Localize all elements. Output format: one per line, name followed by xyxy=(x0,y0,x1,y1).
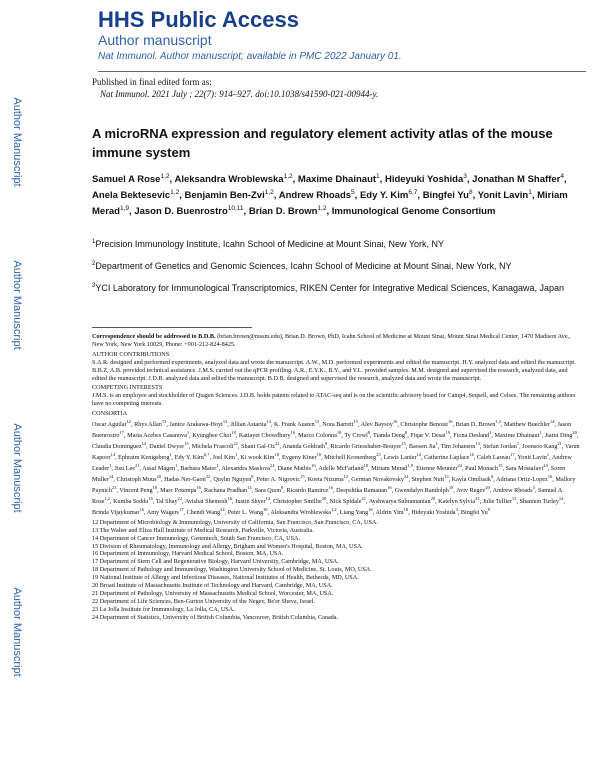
consortium-member: Liang Yang xyxy=(339,508,369,516)
consortium-member: Tianda Deng xyxy=(373,432,405,440)
consortium-member: Michela Frascoli xyxy=(191,443,234,451)
consortium-affiliation-mark: 1 xyxy=(175,462,178,468)
consortium-affiliation-mark: 13 xyxy=(511,495,517,501)
consortium-affiliation-mark: 16 xyxy=(448,419,453,425)
author-name: Benjamin Ben-Zvi xyxy=(184,190,265,202)
consortium-affiliation: 20 Broad Institute of Massachusetts Institute of Technology and Harvard, Cambridge, MA, USA. xyxy=(92,582,333,590)
consortium-affiliation-mark: 16 xyxy=(290,430,296,436)
author-name: Jonathan M Shaffer xyxy=(472,174,561,186)
consortium-affiliation-mark: 1,9 xyxy=(407,462,414,468)
consortium-member: Hideyuki Yoshida xyxy=(411,508,456,516)
consortium-affiliation: 17 Department of Stem Cell and Regenerative Biology, Harvard University, Cambridge, MA, USA. xyxy=(92,558,339,566)
hhs-public-access-title: HHS Public Access xyxy=(98,7,299,32)
consortium-member: Sara Quon xyxy=(254,486,282,494)
consortium-affiliation: 13 The Walter and Eliza Hall Institute of Medical Research, Parkville, Victoria, Australia. xyxy=(92,526,314,534)
correspondence-note xyxy=(92,333,582,349)
consortium-member: Peter A. Nigrovic xyxy=(256,475,301,483)
consortium-affiliation-mark: 24 xyxy=(220,506,225,512)
consortium-affiliation-mark: 1 xyxy=(435,441,438,446)
consortium-affiliation-mark: 18 xyxy=(152,484,158,490)
consortium-member: Tal Shay xyxy=(155,497,178,505)
hhs-header xyxy=(98,8,568,63)
consortium-affiliation-mark: 16 xyxy=(196,484,201,490)
consortium-member: Peter L. Wang xyxy=(227,508,264,516)
author-manuscript-label: Author manuscript xyxy=(98,32,212,48)
consortium-affiliation: 22 Department of Life Sciences, Ben-Gurion University of the Negev, Be'er Sheva, Israel. xyxy=(92,597,316,605)
consortium-affiliation-mark: 14 xyxy=(247,484,252,490)
consortium-affiliation-mark: 6,7 xyxy=(203,451,210,457)
consortium-affiliation-mark: 15 xyxy=(184,441,189,446)
consortium-member: Deepshika Ramanan xyxy=(336,486,388,494)
consortium-affiliation-mark: 1,2 xyxy=(104,495,110,501)
consortium-affiliation-mark: 16 xyxy=(227,495,232,501)
consortium-affiliation-mark: 21 xyxy=(233,441,239,446)
consortium-affiliation-mark: 20 xyxy=(430,495,436,501)
author-name: Aleksandra Wroblewska xyxy=(174,174,284,186)
contributions-text: S.A.R. designed and performed experiments, analyzed data and wrote the manuscript. A.W., M.D. performed experiments and edited the manuscript. H.Y. analyzed data and edited the manuscript. B.B.Z, A.B. provided technical assistance. J.M.S. carried out the qPCR profiling. A.R., E.Y.K., B.Y., and Y.L. provided samples. M.M. designed and supervised the research, analyzed data, and edited the manuscript. J.D.B. analyzed data and edited the manuscript. B.D.B. designed and supervised the research, analyzed data and wrote the manuscript. xyxy=(92,358,576,382)
consortium-affiliation-mark: 1 xyxy=(235,451,238,457)
consortium-member: Andrew Leader xyxy=(92,454,572,472)
consortium-affiliation-mark: 16 xyxy=(392,419,398,425)
consortium-affiliation-mark: 8 xyxy=(404,430,408,436)
consortium-member: K. Frank Austen xyxy=(273,421,315,429)
consortium-member: Ananda Goldrath xyxy=(282,443,326,451)
consortium-affiliation-mark: 21 xyxy=(557,441,562,446)
consortium-affiliation-mark: 18 xyxy=(231,430,236,436)
affiliation-number: 2 xyxy=(92,261,96,267)
consortium-affiliation-mark: 13 xyxy=(475,441,480,446)
consortium-member: Baosen Jia xyxy=(408,443,436,451)
header-divider xyxy=(98,71,586,72)
author-list: Samuel A Rose$^{1,2}$, Aleksandra Wroblewska$^{1,2}$, Maxime Dhainaut$^1$, Hideyuki Yoshida$^3$, Jonathan M Shaffer$^4$, Anela Bektesevic$^{1,2}$, Benjamin Ben-Zvi$^{1,2}$, Andrew Rhoads$^5$, Edy Y. Kim$^{6,7}$, Bingfei Yu$^8$, Yonit Lavin$^1$, Miriam Merad$^{1,9}$, Jason D. Buenrostro$^{10,11}$, Brian D. Brown$^{1,2}$, Immunological Genome Consortium xyxy=(92,173,568,218)
consortium-member: Hadas Ner-Gaon xyxy=(164,475,206,483)
published-label: Published in final edited form as: xyxy=(92,77,212,87)
consortium-affiliation-mark: 24 xyxy=(404,473,409,479)
consortium-affiliation-mark: 14 xyxy=(266,419,271,425)
consortium-member: Christoph Muus xyxy=(116,475,157,483)
consortium-affiliation-mark: 5 xyxy=(532,484,535,490)
consortium-affiliation: 15 Division of Rheumatology, Immunology and Allergy, Brigham and Women's Hospital, Boston, MA, USA. xyxy=(92,542,363,550)
consortium-affiliation-mark: 20 xyxy=(485,484,490,490)
consortium-member: Amy Wagers xyxy=(146,508,179,516)
consortium-member: Aldrin Yim xyxy=(375,508,404,516)
consortium-member: Brian D. Brown xyxy=(455,421,496,429)
consortium-affiliation-mark: 20 xyxy=(321,495,327,501)
consortium-member: Stefan Jordan xyxy=(482,443,517,451)
consortium-affiliation-mark: 24 xyxy=(543,462,548,468)
consortium-affiliation-mark: 1 xyxy=(516,441,520,446)
consortium-member: Paul Monach xyxy=(465,465,498,472)
consortium-affiliation-mark: 8 xyxy=(325,441,328,446)
consortium-affiliation-mark: 22 xyxy=(205,473,211,479)
consortium-member: Shani Gal-Oz xyxy=(241,443,275,451)
published-info xyxy=(92,76,572,100)
author-name: Jason D. Buenrostro xyxy=(134,206,228,218)
consortium-member: Jason Buenrostro xyxy=(92,421,572,440)
consortium-affiliation-mark: 1 xyxy=(216,462,219,468)
footnote-divider xyxy=(92,327,252,328)
author-name: Brian D. Brown xyxy=(248,206,318,218)
consortium-member: Edy Y. Kim xyxy=(174,454,204,462)
consortium-affiliation: 18 Department of Pathology and Immunology, Washington University School of Medicine, St. Louis, MO, USA. xyxy=(92,566,372,574)
author-affiliation-mark: 1,2 xyxy=(317,205,327,213)
consortium-member: Etienne Meunier xyxy=(416,465,458,472)
sidebar-label-2: Author Manuscript xyxy=(11,260,23,350)
consortium-member: Varun Kapoor xyxy=(92,443,580,462)
consortium-affiliation-mark: 1 xyxy=(169,451,172,457)
consortium-affiliation-mark: 20 xyxy=(156,473,161,479)
consortium-member: Katelyn Sylvia xyxy=(438,497,476,505)
sidebar-label-4: Author Manuscript xyxy=(11,587,23,677)
consortium-affiliation-mark: 14 xyxy=(558,495,564,501)
consortium-affiliation-mark: 22 xyxy=(177,495,183,501)
consortium-affiliation: 24 Department of Statistics, University of British Columbia, Vancouver, British Columbia, Canada. xyxy=(92,613,339,621)
author-affiliation-mark: 10,11 xyxy=(227,205,244,213)
consortium-affiliation-mark: 21 xyxy=(361,495,366,501)
author-affiliation-mark: 1,2 xyxy=(170,189,180,197)
consortium-member: Aleksandra Wroblewska xyxy=(270,508,331,516)
consortium-affiliation-mark: 18 xyxy=(274,451,279,457)
consortium-member: Vincent Peng xyxy=(119,486,153,494)
consortium-affiliation-mark: 14 xyxy=(265,495,271,501)
affiliation-number: 3 xyxy=(92,283,96,289)
consortium-affiliation-mark: 1,2 xyxy=(330,506,337,512)
correspondence-label: Correspondence should be addressed to B.D.B. xyxy=(92,333,216,340)
consortium-member: Maria Acebes Casanova xyxy=(127,432,187,440)
consortium-affiliation-mark: 12 xyxy=(126,419,132,425)
affiliation-number: 1 xyxy=(92,239,96,245)
consortium-affiliation-mark: 1,2 xyxy=(495,419,501,425)
consortium-member: Matthew Buechler xyxy=(504,421,550,429)
consortium-member: Alexandra Maslova xyxy=(221,465,270,472)
consortium-member: Alev Baysoy xyxy=(360,421,393,429)
consortium-affiliation-mark: 16 xyxy=(316,451,322,457)
consortium-member: Gwendalyn Randolph xyxy=(394,486,449,494)
affiliation-text: YCI Laboratory for Immunological Transcriptomics, RIKEN Center for Integrative Medical Sciences, Kanagawa, Japan xyxy=(95,283,565,293)
consortium-affiliation-mark: 15 xyxy=(353,419,358,425)
consortium-member: Lewis Lanier xyxy=(383,454,417,462)
consortium-affiliation-mark: 8 xyxy=(281,484,284,490)
consortium-member: Brinda Vijaykumar xyxy=(92,508,140,516)
consortium-member: Quyhn Nguyen xyxy=(213,475,252,483)
consortium-member: Jiarui Ding xyxy=(544,432,573,440)
competing-interests-heading: COMPETING INTERESTS xyxy=(92,384,163,392)
author-affiliation-mark: 1,2 xyxy=(264,189,274,197)
consortium-member: Caleb Lareau xyxy=(476,454,511,462)
consortium-affiliation-mark: 24 xyxy=(269,462,275,468)
author-name: Samuel A Rose xyxy=(92,174,161,186)
author-affiliation-mark: 1 xyxy=(376,173,380,180)
author-name: Anela Bektesevic xyxy=(92,190,171,202)
affiliation-text: Department of Genetics and Genomic Sciences, Icahn School of Medicine at Mount Sinai, New York, NY xyxy=(95,261,512,271)
consortium-affiliation-mark: 14 xyxy=(141,441,147,446)
consortium-member: Ki wook Kim xyxy=(240,454,275,462)
consortium-member: Nick Spidale xyxy=(329,497,362,505)
consortium-affiliation-mark: 1 xyxy=(489,430,492,436)
consortium-member: Avishai Shemesh xyxy=(184,497,228,505)
consortium-member: Ephraim Kenigsberg xyxy=(118,454,170,462)
consortium-member: Mallory Paynich xyxy=(92,475,576,494)
consortium-affiliation-mark: 16 xyxy=(387,484,392,490)
consortium-member: Fiqar V. Desai xyxy=(410,432,446,440)
consortium-affiliation-mark: 1 xyxy=(539,430,542,436)
consortium-affiliation-mark: 16 xyxy=(469,451,474,457)
consortium-affiliation-mark: 24 xyxy=(457,462,463,468)
affiliation xyxy=(92,280,572,294)
consortium-member: Jillian Astarita xyxy=(230,421,267,429)
consortium-member: Joel Kim xyxy=(212,454,236,462)
consortium-member: Mitchell Kronenberg xyxy=(324,454,377,462)
consortium-member: Jisu Lee xyxy=(114,465,135,472)
consortium-member: Soren Muller xyxy=(92,465,566,483)
consortium-affiliation: 12 Department of Microbiology & Immunology, University of California, San Francisco, San Francisco, CA, USA. xyxy=(92,518,378,526)
consortium-member: Adriana Ortiz-Lopez xyxy=(496,475,548,483)
consortium-affiliation-mark: 18 xyxy=(263,506,268,512)
sidebar-label-3: Author Manuscript xyxy=(11,423,23,513)
article-title: A microRNA expression and regulatory element activity atlas of the mouse immune system xyxy=(92,126,553,160)
correspondence-text: (brian.brown@mssm.edu), Brian D. Brown, PhD, Icahn School of Medicine at Mount Sinai, Mount Sinai Medical Center, 1470 Madison Ave., New York, New York 10029, Phone: +001-212-824-8425. xyxy=(92,333,571,348)
consortium-affiliation-mark: 12 xyxy=(416,451,422,457)
consortium-member: Tim Johanson xyxy=(440,443,476,451)
consortium-member: Joonsoo Kang xyxy=(522,443,558,451)
consortium-affiliation-mark: 17 xyxy=(119,430,124,436)
consortium-affiliation-mark: 18 xyxy=(336,430,342,436)
consortium-affiliation-mark: 18 xyxy=(363,462,369,468)
consortium-member: Maxime Dhainaut xyxy=(494,432,540,440)
consortium-member: Ayshwarya Subramanian xyxy=(368,497,431,505)
consortium-affiliation-mark: 15 xyxy=(401,441,406,446)
author-name: Miriam Merad xyxy=(92,190,568,218)
consortium-affiliation-mark: 3 xyxy=(455,506,458,512)
competing-interests-text: J.M.S. is an employee and stockholder of Qiagen Sciences. J.D.B. holds patents related to ATAC-seq and is on the scientific advisory board for Camp4, Seqsell, and Celsee. The remaining authors have no competing interests. xyxy=(92,392,576,408)
consortium-affiliation-mark: 1 xyxy=(546,451,550,457)
author-name: Immunological Genome Consortium xyxy=(331,206,496,218)
consortium-member: Koeta Nizuma xyxy=(307,475,344,483)
author-name: Maxime Dhainaut xyxy=(297,174,377,186)
consortium-affiliation-mark: 14 xyxy=(549,419,555,425)
consortium-affiliation-mark: 8 xyxy=(251,473,254,479)
consortium-member: Andrew Rhoads xyxy=(492,486,533,494)
author-affiliation-mark: 1,9 xyxy=(119,205,130,213)
consortium-member: Aviv Regev xyxy=(456,486,486,494)
consortium-affiliation: 14 Department of Cancer Immunology, Genentech, South San Francisco, CA, USA. xyxy=(92,534,301,542)
consortium-affiliation-mark: 12 xyxy=(222,419,228,425)
consortium-affiliation: 19 National Institute of Allergy and Infectious Diseases, National Institutes of Health, Bethesda, MD, USA. xyxy=(92,574,359,582)
consortium-affiliation-mark: 18 xyxy=(448,484,454,490)
consortium-affiliation-mark: 1 xyxy=(186,430,190,436)
consortium-affiliation-mark: 14 xyxy=(110,451,116,457)
author-affiliation-mark: 8 xyxy=(468,189,473,197)
consortium-affiliation: 21 Department of Pathology, University of Massachusetts Medical School, Worcester, MA, USA. xyxy=(92,589,334,597)
consortium-member: Catherine Laplace xyxy=(424,454,470,462)
consortium-member: Yonit Lavin xyxy=(517,454,547,462)
consortium-member: Janice Arakawa-Hoyt xyxy=(169,421,223,429)
consortium-member: Julie Tellier xyxy=(482,497,512,505)
consortium-members: Oscar Aguilar$^{12}$, Rhys Allan$^{13}$, Janice Arakawa-Hoyt$^{12}$, Jillian Astarita$^{14}$, K. Frank Austen$^{15}$, Nora Barrett$^{15}$, Alev Baysoy$^{16}$, Christophe Benoist$^{16}$, Brian D. Brown$^{1,2}$, Matthew Buechler$^{14}$, Jason Buenrostro$^{17}$, Maria Acebes Casanova$^1$, Kyunghee Choi$^{18}$, Kattayet Chowdhury$^{16}$, Marco Colonna$^{18}$, Ty Crowl$^8$, Tianda Deng$^8$, Fiqar V. Desai$^{19}$, Fiona Desland$^1$, Maxime Dhainaut$^1$, Jiarui Ding$^{20}$, Claudia Dominguez$^{14}$, Daniel Dwyer$^{15}$, Michela Frascoli$^{21}$, Shani Gal-Oz$^{22}$, Ananda Goldrath$^8$, Ricardo Griesshaber-Bouyer$^{15}$, Baosen Jia$^1$, Tim Johanson$^{13}$, Stefan Jordan$^1$, Joonsoo Kang$^{21}$, Varun Kapoor$^{14}$, Ephraim Kenigsberg$^1$, Edy Y. Kim$^{6,7}$, Joel Kim$^1$, Ki wook Kim$^{18}$, Evgeny Kiner$^{16}$, Mitchell Kronenberg$^{23}$, Lewis Lanier$^{12}$, Catherine Laplace$^{16}$, Caleb Lareau$^{17}$, Yonit Lavin$^1$, Andrew Leader$^1$, Jisu Lee$^{21}$, Assaf Magen$^1$, Barbara Maier$^1$, Alexandra Maslova$^{24}$, Diane Mathis$^{16}$, Adelle McFarland$^{18}$, Miriam Merad$^{1,9}$, Etienne Meunier$^{24}$, Paul Monach$^{15}$, Sara Mostafavi$^{24}$, Soren Muller$^{14}$, Christoph Muus$^{20}$, Hadas Ner-Gaon$^{22}$, Quyhn Nguyen$^8$, Peter A. Nigrovic$^{15}$, Koeta Nizuma$^{12}$, German Novakovsky$^{24}$, Stephen Nutt$^{13}$, Kayla Omilusik$^8$, Adriana Ortiz-Lopez$^{16}$, Mallory Paynich$^{23}$, Vincent Peng$^{18}$, Marc Potempa$^{16}$, Rachana Pradhan$^{14}$, Sara Quon$^8$, Ricardo Ramirez$^{16}$, Deepshika Ramanan$^{16}$, Gwendalyn Randolph$^{18}$, Aviv Regev$^{20}$, Andrew Rhoads$^5$, Samuel A. Rose$^{1,2}$, Kumba Seddu$^{16}$, Tal Shay$^{22}$, Avishai Shemesh$^{16}$, Justin Shyer$^{14}$, Christopher Smillie$^{20}$, Nick Spidale$^{21}$, Ayshwarya Subramanian$^{20}$, Katelyn Sylvia$^{21}$, Julie Tellier$^{13}$, Shannon Turley$^{14}$, Brinda Vijaykumar$^{16}$, Amy Wagers$^{17}$, Chendi Wang$^{24}$, Peter L. Wang$^{18}$, Aleksandra Wroblewska$^{1,2}$, Liang Yang$^{16}$, Aldrin Yim$^{18}$, Hideyuki Yoshida$^3$, Bingfei Yu$^8$ xyxy=(92,419,580,516)
consortium-affiliation-mark: 8 xyxy=(367,430,371,436)
journal-availability-line: Nat Immunol. Author manuscript; available in PMC 2022 January 01. xyxy=(98,51,402,62)
consortium-affiliation-mark: 18 xyxy=(403,506,409,512)
consortium-affiliation-mark: 19 xyxy=(445,430,451,436)
consortium-affiliation: 23 La Jolla Institute for Immunology, La Jolla, CA, USA. xyxy=(92,605,235,613)
consortium-member: Assaf Magen xyxy=(142,465,176,472)
consortium-member: Rhys Allan xyxy=(134,421,162,429)
consortium-affiliation-mark: 16 xyxy=(328,484,333,490)
consortium-affiliation-mark: 16 xyxy=(148,495,153,501)
author-name: Bingfei Yu xyxy=(422,190,469,202)
consortium-member: Shannon Turley xyxy=(519,497,559,505)
consortium-member: Daniel Dwyer xyxy=(149,443,185,451)
consortium-member: Kyunghee Choi xyxy=(192,432,232,440)
author-name: Edy Y. Kim xyxy=(359,190,409,202)
author-name: Yonit Lavin xyxy=(477,190,529,202)
consortium-affiliation-mark: 17 xyxy=(178,506,184,512)
consortium-affiliation-mark: 16 xyxy=(368,506,373,512)
consortium-affiliation-mark: 13 xyxy=(444,473,449,479)
consortium-member: Stephen Nutt xyxy=(411,475,445,483)
consortium-member: Rachana Pradhan xyxy=(204,486,248,494)
consortium-affiliation-mark: 16 xyxy=(311,462,316,468)
author-affiliation-mark: 4 xyxy=(560,173,564,180)
contributions-heading: AUTHOR CONTRIBUTIONS xyxy=(92,350,170,358)
consortium-member: Sara Mostafavi xyxy=(505,465,544,472)
consortium-affiliation-mark: 14 xyxy=(108,473,114,479)
consortium-affiliation-mark: 23 xyxy=(376,451,381,457)
consortium-affiliation-mark: 16 xyxy=(139,506,144,512)
consortium-affiliation-mark: 21 xyxy=(134,462,140,468)
affiliation xyxy=(92,258,572,272)
consortium-member: Marc Potempa xyxy=(160,486,197,494)
consortium-member: Samuel A. Rose xyxy=(92,486,564,505)
footnotes xyxy=(92,333,582,622)
consortium-affiliation-mark: 13 xyxy=(161,419,167,425)
consortium-member: Chendi Wang xyxy=(186,508,221,516)
consortium-member: Ricardo Griesshaber-Bouyer xyxy=(330,443,402,451)
consortium-member: Christopher Smillie xyxy=(273,497,322,505)
consortium-member: Miriam Merad xyxy=(371,465,408,472)
consortium-member: Kayla Omilusik xyxy=(451,475,492,483)
consortium-affiliation-mark: 8 xyxy=(491,473,494,479)
consortium-affiliation-mark: 12 xyxy=(343,473,349,479)
consortium-affiliation-mark: 16 xyxy=(547,473,553,479)
consortium-member: Bingfei Yu xyxy=(460,508,488,516)
consortium-member: Kattayet Chowdhury xyxy=(238,432,291,440)
author-affiliation-mark: 3 xyxy=(463,173,467,180)
published-citation: Nat Immunol. 2021 July ; 22(7): 914–927. doi:10.1038/s41590-021-00944-y. xyxy=(100,89,379,99)
consortium-member: Marco Colonna xyxy=(298,432,337,440)
consortium-affiliation-mark: 20 xyxy=(572,430,577,436)
author-affiliation-mark: 1 xyxy=(528,189,532,197)
consortium-member: Ty Crowl xyxy=(344,432,368,440)
consortium-affiliation-mark: 15 xyxy=(497,462,503,468)
sidebar-label-1: Author Manuscript xyxy=(11,97,23,187)
consortium-member: Nora Barrett xyxy=(322,421,354,429)
consortium-member: Ricardo Ramirez xyxy=(286,486,329,494)
consortium-affiliation-mark: 23 xyxy=(111,484,117,490)
consortium-member: Evgeny Kiner xyxy=(282,454,317,462)
consortium-affiliation-mark: 22 xyxy=(274,441,280,446)
consortium-member: Christophe Benoist xyxy=(400,421,449,429)
consortium-member: Kumba Seddu xyxy=(113,497,149,505)
consortium-member: Justin Shyer xyxy=(235,497,266,505)
consortium-affiliation-mark: 1 xyxy=(109,462,112,468)
author-name: Andrew Rhoads xyxy=(278,190,352,202)
consortium-affiliation-mark: 15 xyxy=(300,473,305,479)
consortium-member: German Novakovsky xyxy=(351,475,404,483)
consortium-affiliation-mark: 21 xyxy=(475,495,480,501)
consortium-member: Barbara Maier xyxy=(180,465,217,472)
consortia-heading: CONSORTIA xyxy=(92,410,128,418)
consortium-member: Claudia Dominguez xyxy=(92,443,142,451)
affiliation xyxy=(92,236,572,250)
consortium-affiliation: 16 Department of Immunology, Harvard Medical School, Boston, MA, USA. xyxy=(92,550,284,558)
author-affiliation-mark: 6,7 xyxy=(408,189,418,197)
author-affiliation-mark: 1,2 xyxy=(283,173,293,180)
author-affiliation-mark: 5 xyxy=(351,189,355,197)
consortium-affiliations xyxy=(92,519,582,622)
consortium-member: Fiona Desland xyxy=(453,432,490,440)
affiliation-list xyxy=(92,236,572,302)
consortium-affiliation-mark: 8 xyxy=(487,506,490,512)
consortium-affiliation-mark: 17 xyxy=(510,451,515,457)
consortium-member: Diane Mathis xyxy=(277,465,312,472)
consortium-member: Oscar Aguilar xyxy=(92,421,127,429)
author-name: Hideyuki Yoshida xyxy=(384,174,464,186)
author-affiliation-mark: 1,2 xyxy=(160,173,170,180)
consortium-affiliation-mark: 15 xyxy=(314,419,320,425)
affiliation-text: Precision Immunology Institute, Icahn School of Medicine at Mount Sinai, New York, NY xyxy=(95,239,445,249)
consortium-member: Adelle McFarland xyxy=(318,465,364,472)
